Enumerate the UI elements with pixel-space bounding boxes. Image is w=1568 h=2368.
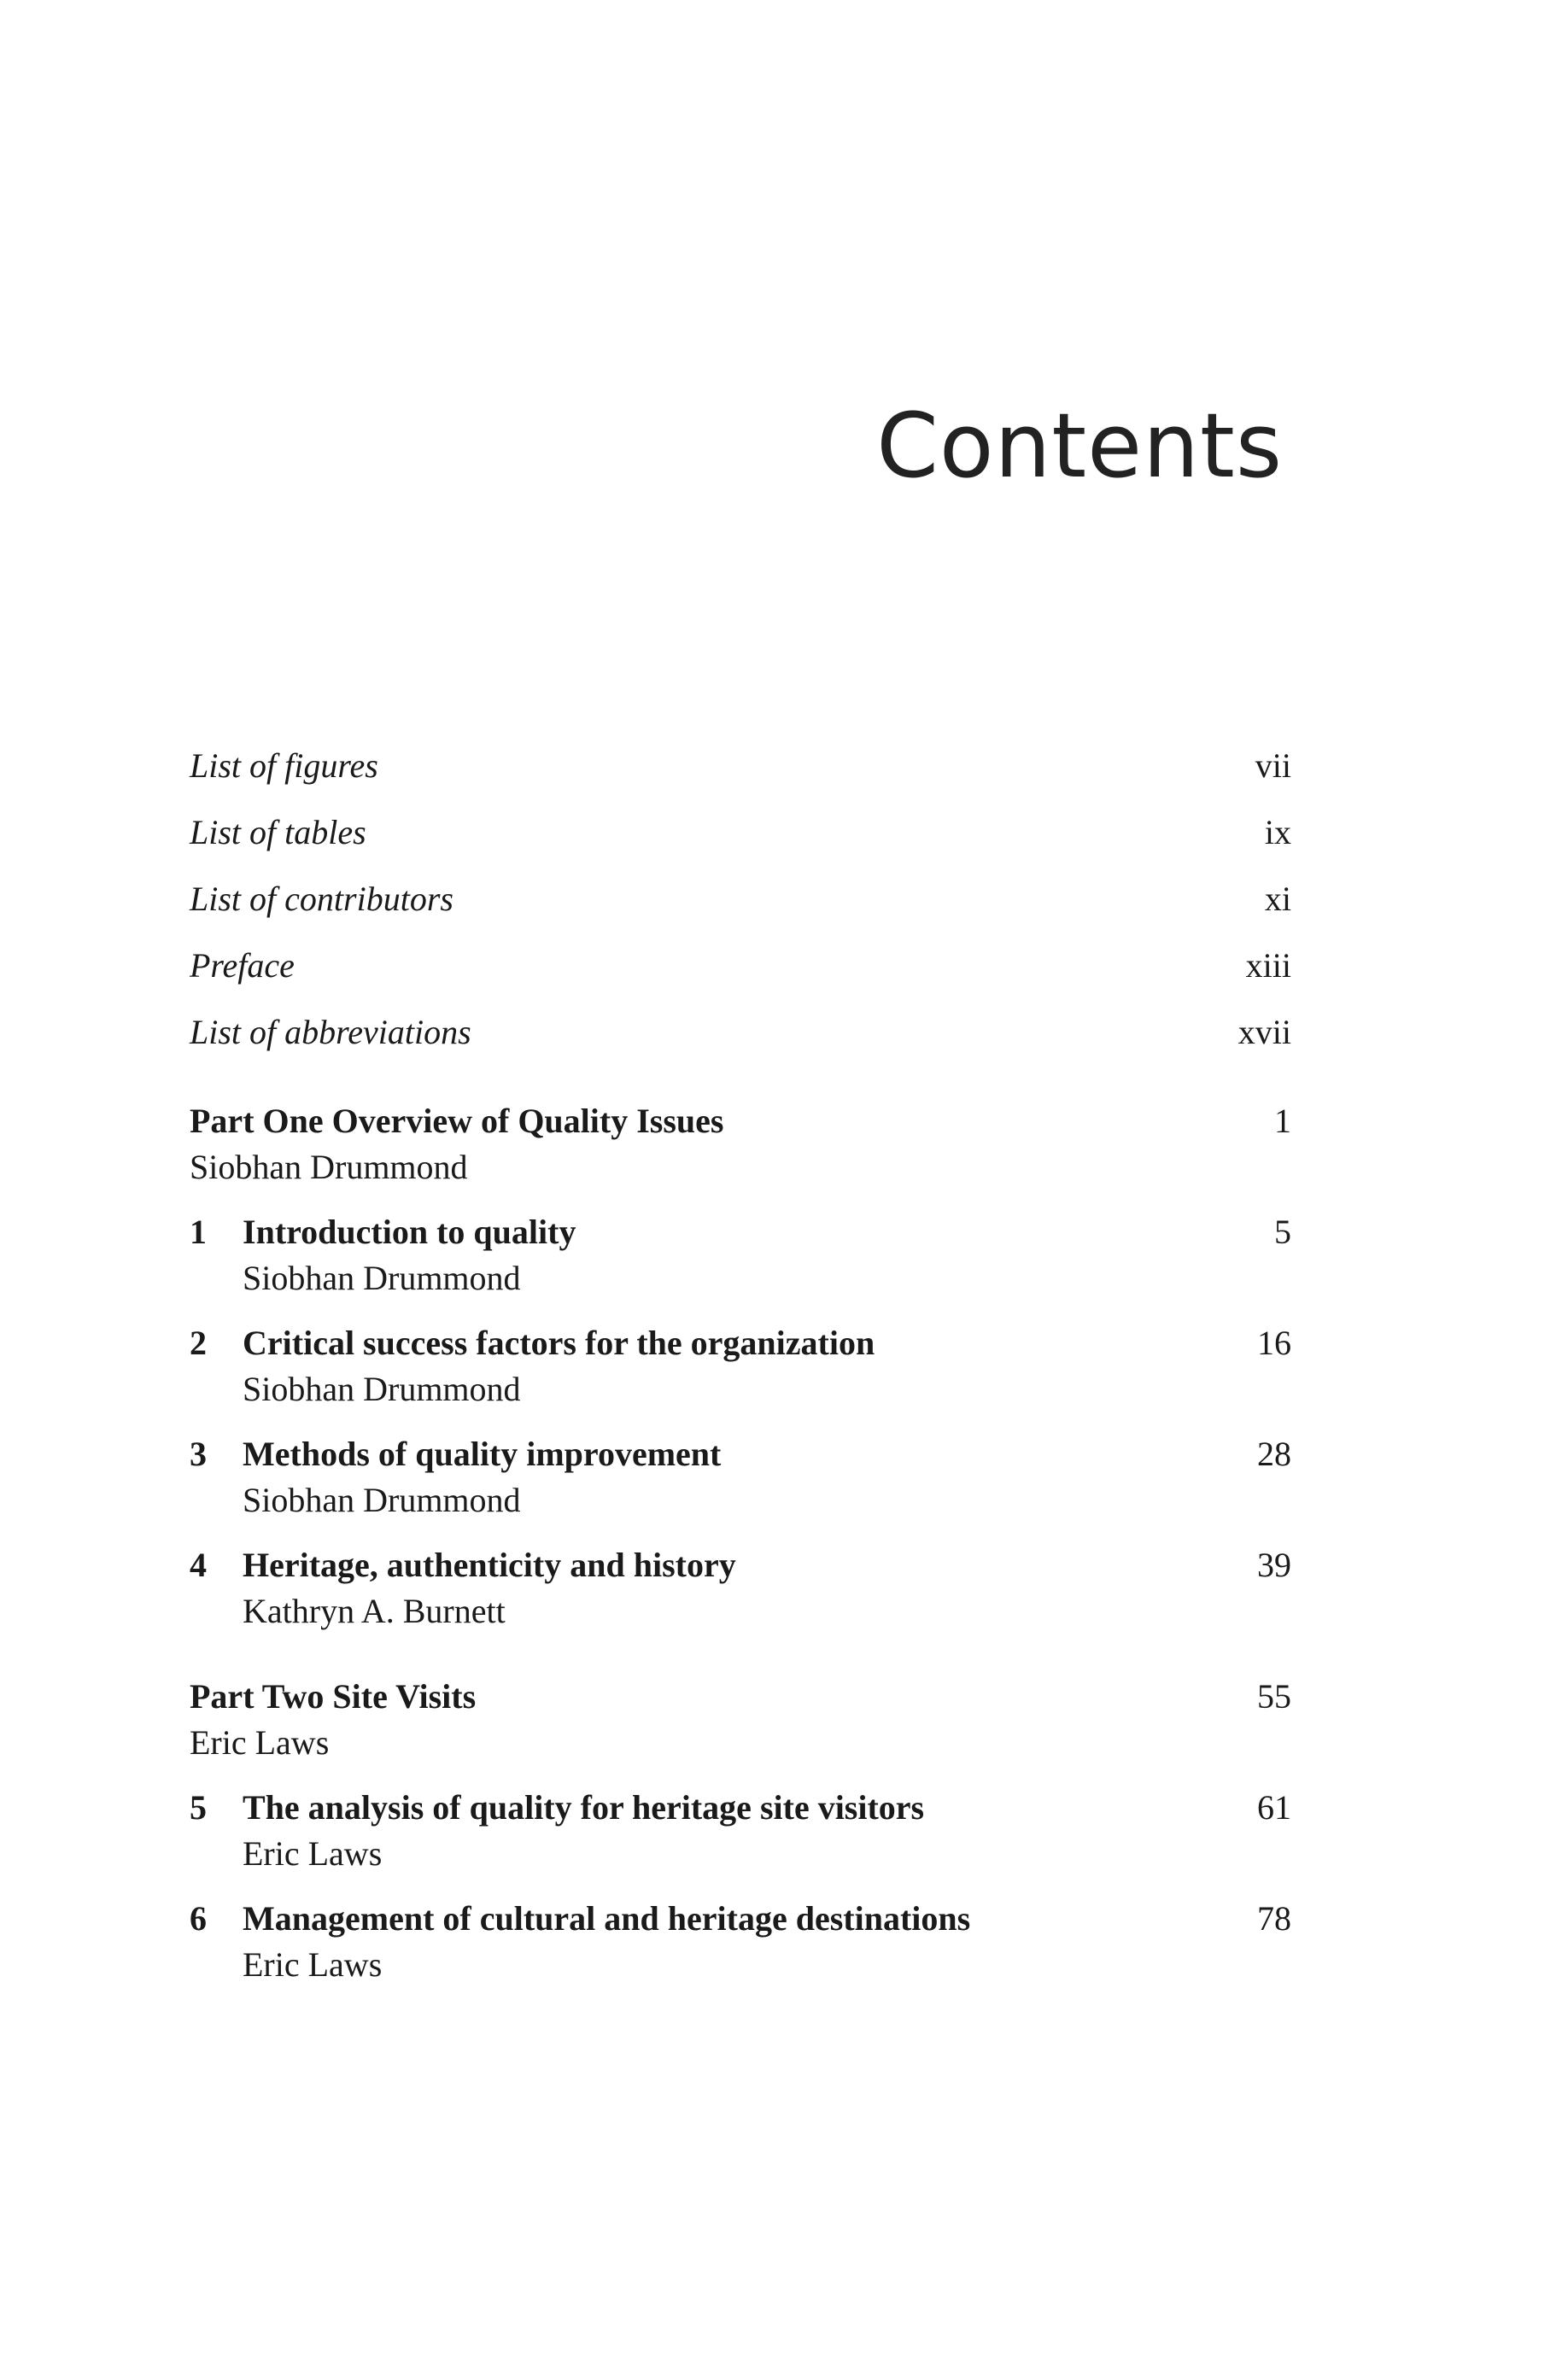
- toc-entry-page: xiii: [1245, 946, 1291, 985]
- chapter-title: Heritage, authenticity and history: [243, 1546, 736, 1584]
- chapter-page: 61: [1257, 1788, 1291, 1827]
- toc-entry-page: xvii: [1237, 1013, 1291, 1051]
- chapter-page: 39: [1257, 1546, 1291, 1584]
- chapter-number: 6: [190, 1899, 207, 1938]
- chapter-number: 1: [190, 1213, 207, 1251]
- part-page: 55: [1257, 1677, 1291, 1716]
- toc-entry-list-of-abbreviations[interactable]: [190, 1009, 1291, 1076]
- chapter-title: Management of cultural and heritage destinations: [243, 1899, 971, 1938]
- toc-entry-list-of-contributors[interactable]: [190, 876, 1291, 943]
- chapter-number: 5: [190, 1788, 207, 1827]
- toc-chapter-2[interactable]: [190, 1320, 1291, 1412]
- toc-chapter-4[interactable]: [190, 1542, 1291, 1634]
- toc-chapter-1[interactable]: [190, 1209, 1291, 1301]
- toc-part-two[interactable]: [190, 1674, 1291, 1766]
- toc-entry-preface[interactable]: [190, 943, 1291, 1009]
- part-author: Siobhan Drummond: [190, 1148, 468, 1186]
- toc-entry-label: List of figures: [190, 746, 378, 785]
- chapter-number: 3: [190, 1435, 207, 1473]
- chapter-number: 4: [190, 1546, 207, 1584]
- chapter-title: Critical success factors for the organization: [243, 1324, 875, 1362]
- toc-entry-label: List of tables: [190, 813, 366, 851]
- part-author: Eric Laws: [190, 1723, 330, 1762]
- toc-entry-page: xi: [1264, 880, 1291, 918]
- chapter-author: Siobhan Drummond: [243, 1259, 521, 1297]
- toc-chapter-5[interactable]: [190, 1785, 1291, 1877]
- chapter-title: Introduction to quality: [243, 1213, 576, 1251]
- toc-chapter-3[interactable]: [190, 1431, 1291, 1523]
- chapter-author: Kathryn A. Burnett: [243, 1592, 506, 1630]
- chapter-title: The analysis of quality for heritage site visitors: [243, 1788, 925, 1827]
- toc-chapter-6[interactable]: [190, 1896, 1291, 1988]
- table-of-contents: [190, 743, 1291, 2007]
- part-page: 1: [1274, 1102, 1291, 1140]
- toc-entry-label: Preface: [190, 946, 295, 985]
- toc-entry-label: List of abbreviations: [190, 1013, 471, 1051]
- chapter-author: Siobhan Drummond: [243, 1370, 521, 1408]
- chapter-page: 78: [1257, 1899, 1291, 1938]
- chapter-page: 5: [1274, 1213, 1291, 1251]
- toc-part-one[interactable]: [190, 1098, 1291, 1190]
- toc-entry-list-of-tables[interactable]: [190, 810, 1291, 876]
- chapter-author: Eric Laws: [243, 1945, 383, 1984]
- chapter-title: Methods of quality improvement: [243, 1435, 722, 1473]
- chapter-number: 2: [190, 1324, 207, 1362]
- toc-entry-page: ix: [1264, 813, 1291, 851]
- chapter-page: 16: [1257, 1324, 1291, 1362]
- part-title: Part One Overview of Quality Issues: [190, 1102, 724, 1140]
- chapter-author: Siobhan Drummond: [243, 1481, 521, 1519]
- toc-entry-page: vii: [1255, 746, 1291, 785]
- page-title: Contents: [876, 394, 1283, 498]
- toc-entry-label: List of contributors: [190, 880, 453, 918]
- chapter-page: 28: [1257, 1435, 1291, 1473]
- toc-entry-list-of-figures[interactable]: [190, 743, 1291, 810]
- part-title: Part Two Site Visits: [190, 1677, 477, 1716]
- chapter-author: Eric Laws: [243, 1834, 383, 1873]
